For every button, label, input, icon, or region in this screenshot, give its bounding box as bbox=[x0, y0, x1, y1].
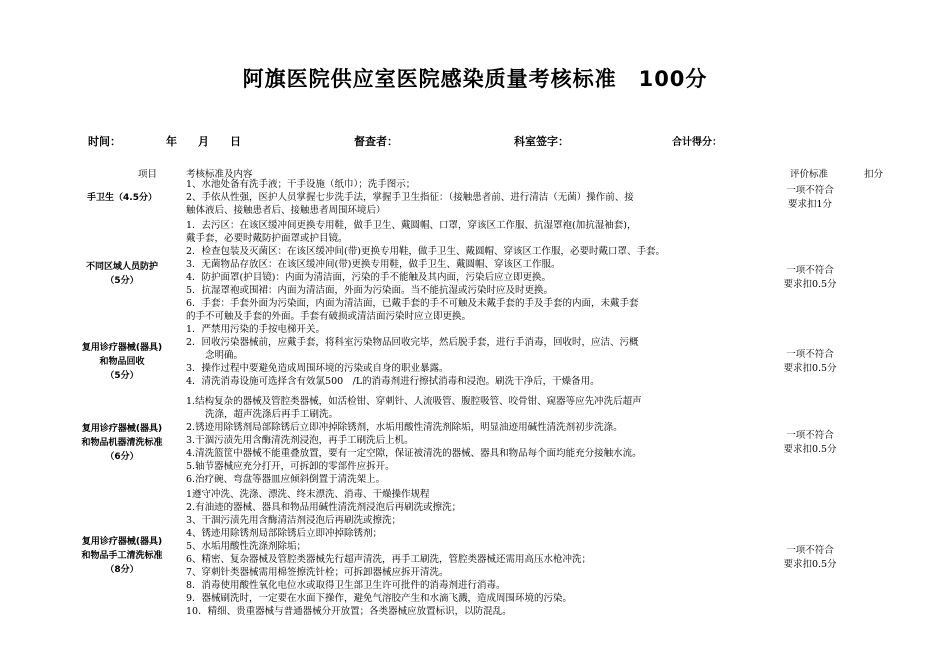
standard-line: 1、水池处备有洗手液；干手设施（纸巾）；洗手图示； bbox=[186, 179, 416, 190]
section-label bbox=[66, 422, 178, 464]
standard-line: 1遵守冲洗、洗涤、漂洗、终末漂洗、消毒、干燥操作规程 bbox=[186, 489, 430, 500]
criteria-line: 要求扣0.5分 bbox=[783, 363, 837, 374]
section-label-line: 复用诊疗器械(器具) bbox=[81, 424, 163, 434]
standard-line: 5、水垢用酸性洗涤剂除垢； bbox=[186, 541, 307, 553]
standard-line: 10．精细、贵重器械与普通器械分开放置；各类器械应放置标识，以防混乱。 bbox=[186, 606, 512, 618]
section-label-line: 复用诊疗器械(器具) bbox=[81, 537, 163, 547]
standard-line: 1．严禁用污染的手按电梯开关。 bbox=[186, 324, 326, 335]
section-label-line: （8分） bbox=[105, 565, 139, 575]
standard-line: 2.锈迹用除锈剂局部除锈后立即冲掉除锈剂，水垢用酸性清洗剂除垢，明显油迹用碱性清洗剂初步洗涤。 bbox=[186, 422, 623, 434]
criteria-line: 要求扣0.5分 bbox=[783, 559, 837, 570]
standard-line: 6、精密、复杂器械及管腔类器械先行超声清洗，再手工刷洗，管腔类器械还需用高压水枪冲洗； bbox=[186, 554, 592, 566]
criteria-line: 要求扣0.5分 bbox=[783, 279, 837, 290]
header-content: 考核标准及内容 bbox=[186, 169, 253, 180]
section-label-line: 复用诊疗器械(器具) bbox=[81, 343, 163, 353]
section-label bbox=[66, 260, 178, 288]
evaluation-criteria bbox=[768, 429, 852, 457]
header-criteria: 评价标准 bbox=[790, 169, 829, 180]
criteria-line: 一项不符合 bbox=[786, 265, 834, 276]
standard-line: 3．无菌物品存放区：在该区缓冲间(带)更换专用鞋，做手卫生、戴圆帽、穿该区工作服。 bbox=[186, 259, 561, 271]
page-title: 阿旗医院供应室医院感染质量考核标准 100分 bbox=[242, 67, 708, 91]
evaluation-criteria bbox=[768, 348, 852, 376]
standard-line: 4．防护面罩(护目镜)：内面为清洁面，污染的手不能触及其内面，污染后应立即更换。 bbox=[186, 272, 551, 284]
standard-line: 3、干涸污渍先用含酶清洁剂浸泡后再刷洗或擦洗； bbox=[186, 515, 402, 527]
header-item: 项目 bbox=[138, 169, 158, 180]
section-label bbox=[66, 191, 178, 205]
standard-line: 触体液后、接触患者后、接触患者周围环境后） bbox=[186, 205, 386, 217]
section-label bbox=[66, 341, 178, 383]
standard-line: 洗涤，超声洗涤后再手工刷洗。 bbox=[186, 409, 339, 421]
standard-line: 8．消毒使用酸性氧化电位水或取得卫生部卫生许可批件的消毒剂进行消毒。 bbox=[186, 580, 506, 592]
standard-line: 6.治疗碗、弯盘等器皿应倾斜倒置于清洗架上。 bbox=[186, 474, 386, 486]
time-label: 时间： bbox=[88, 135, 121, 148]
criteria-line: 要求扣0.5分 bbox=[783, 444, 837, 455]
section-label-line: 不同区域人员防护 bbox=[85, 262, 158, 272]
standard-line: 3.干涸污渍先用含酶清洗剂浸泡，再手工刷洗后上机。 bbox=[186, 435, 414, 447]
standard-line: 2、手依从性强，医护人员掌握七步洗手法，掌握手卫生指征：（接触患者前、进行清洁（无菌）操作前、接 bbox=[186, 192, 634, 204]
total-score-label: 合计得分： bbox=[672, 137, 722, 148]
standard-line: 的手不可触及手套的外面。手套有破损或清洁面污染时应立即更换。 bbox=[186, 311, 472, 323]
year-label: 年 bbox=[166, 135, 177, 148]
day-label: 日 bbox=[230, 135, 241, 148]
standard-line: 2.有油迹的器械、器具和物品用碱性清洗剂浸泡后再刷洗或擦洗； bbox=[186, 502, 462, 514]
standard-line: 9．器械刷洗时，一定要在水面下操作，避免气溶胶产生和水滴飞溅，造成周围环境的污染。 bbox=[186, 593, 573, 605]
section-label-line: 和物品机器清洗标准 bbox=[81, 438, 163, 448]
standard-line: 4、锈迹用除锈剂局部除锈后立即冲掉除锈剂； bbox=[186, 528, 383, 540]
standard-line: 4.清洗篮筐中器械不能重叠放置，要有一定空隙，保证被清洗的器械、器具和物品每个面均能充分接触水流。 bbox=[186, 448, 642, 460]
criteria-line: 一项不符合 bbox=[786, 349, 834, 360]
section-label-line: 手卫生（4.5分） bbox=[87, 193, 157, 203]
criteria-line: 一项不符合 bbox=[786, 185, 834, 196]
evaluation-criteria bbox=[768, 184, 852, 212]
standard-line: 4．清洗消毒设施可选择含有效氯500 /L的消毒剂进行擦拭消毒和浸泡。刷洗干净后，干燥备用。 bbox=[186, 376, 600, 388]
standard-line: 2．检查包装及灭菌区：在该区缓冲间(带)更换专用鞋，做手卫生、戴圆帽、穿该区工作服，必要时戴口罩、手套。 bbox=[186, 246, 665, 258]
month-label: 月 bbox=[198, 135, 209, 148]
section-label bbox=[66, 535, 178, 577]
standard-line: 6．手套：手套外面为污染面，内面为清洁面，已戴手套的手不可触及未戴手套的手及手套的内面，未戴手套 bbox=[186, 298, 639, 310]
evaluation-criteria bbox=[768, 544, 852, 572]
standard-line: 3．操作过程中要避免造成周围环境的污染或自身的职业暴露。 bbox=[186, 363, 449, 375]
evaluation-criteria bbox=[768, 264, 852, 292]
standard-line: 5．抗湿罩袍或围裙：内面为清洁面，外面为污染面。当不能抗湿或污染时应及时更换。 bbox=[186, 285, 554, 297]
section-label-line: （5分） bbox=[105, 371, 139, 381]
dept-sign-label: 科室签字： bbox=[514, 135, 569, 148]
section-label-line: （6分） bbox=[105, 452, 139, 462]
standard-line: 1.结构复杂的器械及管腔类器械，如活检钳、穿刺针、人流吸管、腹腔吸管、咬骨钳、窥器等应先冲洗后超声 bbox=[186, 396, 642, 407]
inspector-label: 督查者： bbox=[354, 135, 398, 148]
standard-line: 2．回收污染器械前，应戴手套，将科室污染物品回收完毕，然后脱手套，进行手消毒，回收时，应洁、污概 bbox=[186, 337, 639, 349]
standard-line: 5.轴节器械应充分打开，可拆卸的零部件应拆开。 bbox=[186, 461, 395, 473]
criteria-line: 一项不符合 bbox=[786, 430, 834, 441]
standard-line: 7、穿刺针类器械需用棉签擦洗针栓；可拆卸器械应拆开清洗。 bbox=[186, 567, 449, 579]
standard-line: 戴手套，必要时戴防护面罩或护目镜。 bbox=[186, 233, 348, 245]
standard-line: 念明确。 bbox=[186, 350, 244, 362]
criteria-line: 要求扣1分 bbox=[787, 199, 833, 210]
section-label-line: 和物品回收 bbox=[99, 357, 145, 367]
header-deduct: 扣分 bbox=[864, 169, 884, 180]
section-label-line: 和物品手工清洗标准 bbox=[81, 551, 163, 561]
criteria-line: 一项不符合 bbox=[786, 545, 834, 556]
standard-line: 1．去污区：在该区缓冲间更换专用鞋，做手卫生、戴圆帽、口罩，穿该区工作服、抗湿罩袍(加抗湿袖套)， bbox=[186, 220, 637, 231]
section-label-line: （5分） bbox=[105, 276, 139, 286]
